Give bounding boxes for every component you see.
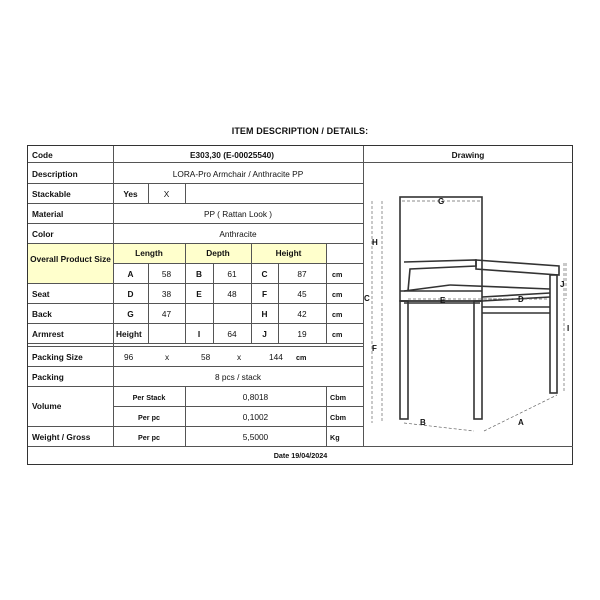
drawing-label-a: A (518, 418, 524, 427)
drawing-label-c: C (364, 294, 370, 303)
seat-label: Seat (32, 289, 50, 299)
row-divider (28, 183, 363, 184)
per-stack-label: Per Stack (132, 393, 166, 402)
armrest-label: Armrest (32, 329, 64, 339)
dim-value: 19 (297, 329, 307, 339)
dim-letter: J (262, 329, 267, 339)
row-divider (28, 203, 363, 204)
row-divider (28, 283, 363, 284)
dim-letter: H (261, 309, 268, 319)
per-stack-unit: Cbm (330, 393, 346, 402)
chair-leg (550, 275, 557, 393)
dim-value: 47 (161, 309, 172, 319)
packing-length: 96 (124, 352, 134, 362)
drawing-label-h: H (372, 238, 378, 247)
dim-letter: D (127, 289, 134, 299)
color-label: Color (32, 229, 54, 239)
dim-value: 64 (227, 329, 237, 339)
dim-unit: cm (332, 330, 343, 339)
per-pc-label: Per pc (138, 413, 160, 422)
dim-letter: F (261, 289, 268, 299)
code-value: E303,30 (E-00025540) (190, 150, 274, 160)
dim-value: 61 (227, 269, 237, 279)
dim-letter: B (196, 269, 202, 279)
stackable-yes: Yes (123, 189, 138, 199)
section-divider (28, 343, 363, 344)
code-label: Code (32, 150, 53, 160)
weight-unit: Kg (330, 433, 340, 442)
per-stack-value: 0,8018 (242, 392, 269, 402)
dim-letter: I (197, 329, 201, 339)
dim-value: 58 (161, 269, 172, 279)
dim-value: 87 (297, 269, 307, 279)
chair-armrest (476, 260, 559, 275)
row-divider (28, 386, 363, 387)
drawing-label-f: F (372, 344, 377, 353)
row-divider (28, 243, 363, 244)
dim-unit: cm (332, 270, 343, 279)
packing-x-sep: x (165, 352, 170, 362)
row-divider (28, 346, 363, 347)
packing-unit: cm (296, 353, 307, 362)
dim-value: 45 (297, 289, 307, 299)
drawing-label-j: J (560, 280, 565, 289)
material-label: Material (32, 209, 64, 219)
drawing-label-d: D (518, 295, 524, 304)
drawing-label-i: I (567, 324, 570, 333)
col-divider (326, 243, 327, 343)
back-label: Back (32, 309, 52, 319)
packing-value: 8 pcs / stack (214, 372, 262, 382)
dim-value: 42 (297, 309, 307, 319)
dim-unit: cm (332, 310, 343, 319)
col-divider (326, 386, 327, 446)
depth-header: Depth (206, 248, 230, 258)
drawing-header: Drawing (451, 150, 485, 160)
color-value: Anthracite (219, 229, 257, 239)
dim-value: 48 (227, 289, 237, 299)
drawing-label-e: E (440, 296, 446, 305)
volume-label: Volume (32, 401, 62, 411)
dim-value: 38 (161, 289, 172, 299)
per-pc-value: 0,1002 (242, 412, 269, 422)
per-pc-unit: Cbm (330, 413, 346, 422)
description-value: LORA-Pro Armchair / Anthracite PP (172, 169, 304, 179)
dim-letter: G (127, 309, 134, 319)
packing-x-sep: x (237, 352, 242, 362)
dim-unit: cm (332, 290, 343, 299)
spec-sheet (27, 145, 573, 465)
length-header: Length (135, 248, 163, 258)
row-divider (28, 426, 363, 427)
material-value: PP ( Rattan Look ) (203, 209, 273, 219)
page-title: ITEM DESCRIPTION / DETAILS: (231, 126, 369, 136)
row-divider (28, 366, 363, 367)
height-header: Height (275, 248, 302, 258)
packing-label: Packing (32, 372, 64, 382)
date-stamp: Date 19/04/2024 (273, 451, 328, 460)
weight-value: 5,5000 (242, 432, 269, 442)
armrest-height-label: Height (116, 329, 142, 339)
drawing-label-b: B (420, 418, 426, 427)
overall-size-label: Overall Product Size (30, 254, 111, 264)
row-divider (28, 446, 573, 447)
packing-size-label: Packing Size (32, 352, 83, 362)
col-divider (185, 183, 186, 203)
drawing-label-g: G (438, 197, 445, 206)
chair-drawing (364, 163, 572, 445)
row-divider (28, 303, 363, 304)
weight-per-pc-label: Per pc (138, 433, 160, 442)
dim-letter: C (261, 269, 268, 279)
chair-leg (474, 301, 482, 419)
row-divider (28, 223, 363, 224)
weight-label: Weight / Gross (32, 432, 91, 442)
stackable-label: Stackable (32, 189, 71, 199)
description-label: Description (32, 169, 78, 179)
row-divider (28, 323, 363, 324)
dim-letter: E (196, 289, 202, 299)
packing-height: 144 (269, 352, 283, 362)
dim-letter: A (127, 269, 134, 279)
packing-width: 58 (201, 352, 211, 362)
chair-leg (400, 301, 408, 419)
stackable-mark: X (163, 189, 170, 199)
